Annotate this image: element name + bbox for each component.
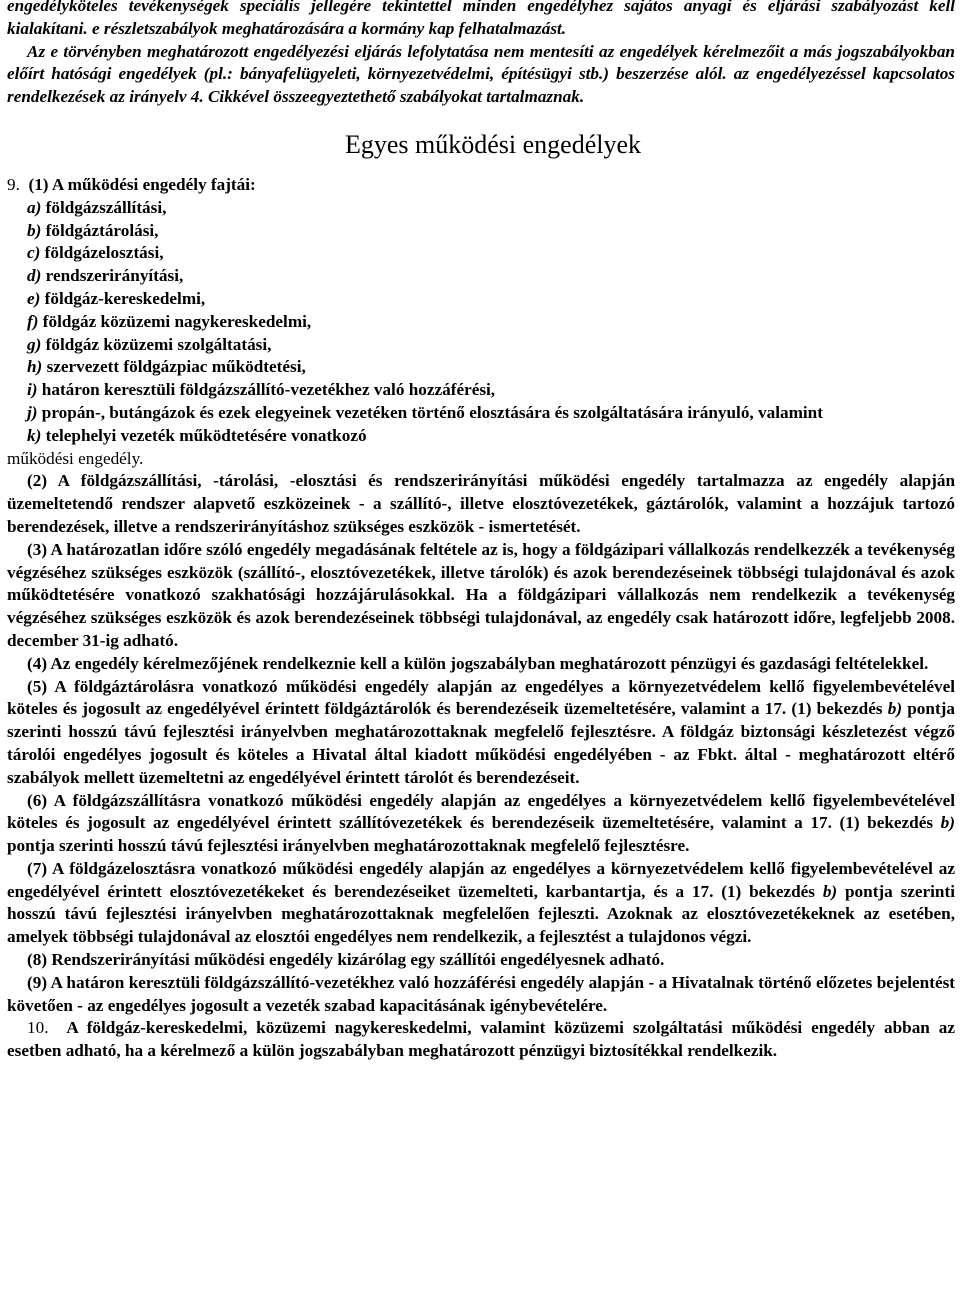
- list-item-letter: k): [27, 425, 42, 445]
- list-item-text: földgázelosztási,: [40, 243, 164, 263]
- section-number: 10.: [27, 1018, 67, 1038]
- list-item-text: földgáz közüzemi nagykereskedelmi,: [38, 311, 312, 331]
- intro-paragraph-1: engedélyköteles tevékenységek speciális jellegére tekintettel minden engedélyhez sajátos anyagi és eljárási szabályozást kell kialakítani. e részletszabályok meghatározására a kormány kap felhatalmazást.: [7, 0, 955, 38]
- list-item-letter: g): [27, 334, 42, 354]
- list-item: [7, 220, 955, 243]
- list-item-text: propán-, butángázok és ezek elegyeinek vezetéken történő elosztására és szolgáltatására irányuló, valamint: [37, 402, 823, 422]
- section-number: 9.: [7, 174, 29, 194]
- list-item-letter: a): [27, 197, 42, 217]
- list-item-letter: f): [27, 311, 39, 331]
- point-reference: b): [940, 813, 955, 833]
- list-item: [7, 197, 955, 220]
- point-reference: b): [887, 699, 903, 719]
- list-item-text: földgáz-kereskedelmi,: [40, 288, 206, 308]
- list-item: [7, 311, 955, 334]
- paragraph-9-7: [7, 858, 955, 949]
- paragraph-9-7-part-1: (7) A földgázelosztásra vonatkozó működési engedély alapján az engedélyes a környezetvédelem kellő figyelembevételével az engedélyével érintett elosztóvezetékeket és berendezéseiket üzemelteti, karbantartja, és a 17. (1) bekezdés: [7, 858, 955, 901]
- list-item-text: szervezett földgázpiac működtetési,: [42, 357, 306, 377]
- list-item-letter: b): [27, 220, 42, 240]
- list-item: [7, 242, 955, 265]
- list-item-letter: c): [27, 243, 41, 263]
- paragraph-9-5: [7, 676, 955, 790]
- list-item: [7, 288, 955, 311]
- list-item-letter: j): [27, 402, 38, 422]
- paragraph-9-6: [7, 790, 955, 858]
- list-item-letter: i): [27, 380, 38, 400]
- paragraph-9-5-part-2: pontja szerinti hosszú távú fejlesztési irányelvben meghatározottaknak megfelelő fejlesztésre. A földgáz biztonsági készletezést végző tárolói engedélyes jogosult és köteles a Hivatal által kiadott működési engedélyében - az Fbkt. által - meghatározott eltérő szabályok mellett üzemeltetni az engedélyével érintett tárolót és berendezéseit.: [7, 699, 955, 787]
- list-item-text: földgáz közüzemi szolgáltatási,: [41, 334, 272, 354]
- paragraph-9-3: (3) A határozatlan időre szóló engedély megadásának feltétele az is, hogy a földgázipari vállalkozás rendelkezzék a tevékenység végzéséhez szükséges eszközök (szállító-, elosztóvezetékek, illetve tárolók) és azok berendezéseinek többségi tulajdonával és azok működtetésére vonatkozó szakhatósági hozzájárulásokkal. Ha a földgázipari vállalkozás nem rendelkezik a tevékenység végzéséhez szükséges eszközök és azok berendezéseinek többségi tulajdonával, az engedély csak határozott időre, legfeljebb 2008. december 31-ig adható.: [7, 539, 955, 650]
- list-item-text: földgáztárolási,: [41, 220, 159, 240]
- document-page: [7, 0, 955, 1063]
- paragraph-9-7-part-2: pontja szerinti hosszú távú fejlesztési irányelvben meghatározottaknak megfelelően fejleszti. Azoknak az elosztóvezetékeknek az esetében, amelyek többségi tulajdonával az elosztói engedélyes nem rendelkezik, a fejlesztést a tulajdonos végzi.: [7, 881, 955, 947]
- section-heading: Egyes működési engedélyek: [344, 129, 641, 159]
- section-10: [7, 1017, 955, 1063]
- section-10-text: A földgáz-kereskedelmi, közüzemi nagykereskedelmi, valamint közüzemi szolgáltatási működési engedély abban az esetben adható, ha a kérelmező a külön jogszabályban meghatározott pénzügyi biztosítékkal rendelkezik.: [7, 1018, 956, 1061]
- point-reference: b): [822, 881, 838, 901]
- list-item: [7, 356, 955, 379]
- list-item-letter: d): [27, 266, 42, 286]
- list-item: [7, 265, 955, 288]
- list-item-text: rendszerirányítási,: [41, 266, 184, 286]
- paragraph-9-2: (2) A földgázszállítási, -tárolási, -elosztási és rendszerirányítási működési engedély tartalmazza az engedély alapján üzemeltetendő rendszer alapvető eszközeinek - a szállító-, illetve elosztóvezetékek, gáztárolók, valamint a hozzájuk tartozó berendezések, illetve a rendszerirányításhoz szükséges eszközök - ismertetését.: [7, 471, 955, 536]
- list-item-text: határon keresztüli földgázszállító-vezetékhez való hozzáférési,: [37, 380, 496, 400]
- paragraph-9-5-part-1: (5) A földgáztárolásra vonatkozó működési engedély alapján az engedélyes a környezetvédelem kellő figyelembevételével köteles és jogosult az engedélyével érintett földgáztárolók és berendezéseik üzemeltetésére, valamint a 17. (1) bekezdés: [7, 676, 955, 719]
- list-item-text: földgázszállítási,: [41, 197, 167, 217]
- section-9-lead: [7, 174, 955, 197]
- paragraph-9-6-part-1: (6) A földgázszállításra vonatkozó működési engedély alapján az engedélyes a környezetvédelem kellő figyelembevételével köteles és jogosult az engedélyével érintett szállítóvezetékek és berendezéseik üzemeltetésére, valamint a 17. (1) bekezdés: [7, 790, 955, 833]
- paragraph-9-8: (8) Rendszerirányítási működési engedély kizárólag egy szállítói engedélyesnek adható.: [27, 950, 665, 970]
- list-item: [7, 402, 955, 425]
- list-item-letter: h): [27, 357, 43, 377]
- section-9-lead-text: (1) A működési engedély fajtái:: [28, 174, 256, 194]
- paragraph-9-9: (9) A határon keresztüli földgázszállító-vezetékhez való hozzáférési engedély alapján - a Hivatalnak történő előzetes bejelentést követően - az engedélyes jogosult a vezeték szabad kapacitásának igénybevételére.: [7, 972, 955, 1015]
- list-item: [7, 379, 955, 402]
- paragraph-9-4: (4) Az engedély kérelmezőjének rendelkeznie kell a külön jogszabályban meghatározott pénzügyi és gazdasági feltételekkel.: [27, 653, 929, 673]
- list-item: [7, 334, 955, 357]
- intro-paragraph-2: Az e törvényben meghatározott engedélyezési eljárás lefolytatása nem mentesíti az engedélyek kérelmezőit a más jogszabályokban előírt hatósági engedélyek (pl.: bányafelügyeleti, környezetvédelmi, építésügyi stb.) beszerzése alól. az engedélyezéssel kapcsolatos rendelkezések az irányelv 4. Cikkével összeegyeztethető szabályokat tartalmaznak.: [7, 41, 955, 107]
- list-item: [7, 425, 955, 448]
- permit-type-list: [7, 197, 955, 448]
- paragraph-9-6-part-2: pontja szerinti hosszú távú fejlesztési irányelvben meghatározottaknak megfelelő fejlesztésre.: [7, 836, 690, 856]
- list-item-text: telephelyi vezeték működtetésére vonatkozó: [41, 425, 367, 445]
- list-closing: működési engedély.: [7, 448, 144, 468]
- list-item-letter: e): [27, 288, 41, 308]
